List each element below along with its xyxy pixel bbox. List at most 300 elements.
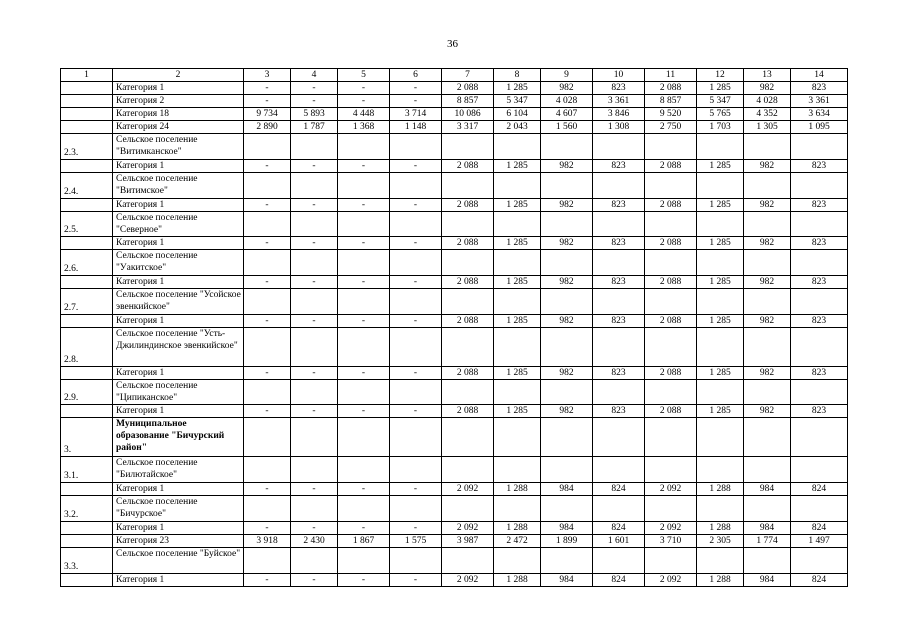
row-name: Сельское поселение "Усть-Джилиндинское эвенкийское" (113, 327, 244, 366)
value-cell: 2 305 (697, 534, 744, 547)
row-number: 2.6. (61, 250, 113, 276)
value-cell (697, 379, 744, 405)
value-cell: 1 285 (494, 159, 541, 172)
value-cell: 3 846 (593, 108, 645, 121)
row-name: Категория 2 (113, 95, 244, 108)
value-cell: 982 (541, 82, 593, 95)
row-number (61, 314, 113, 327)
row-number (61, 95, 113, 108)
value-cell (390, 211, 442, 237)
value-cell (593, 457, 645, 483)
table-row (61, 198, 848, 211)
value-cell: 824 (593, 482, 645, 495)
value-cell: 1 285 (494, 237, 541, 250)
value-cell (291, 457, 338, 483)
row-name: Сельское поселение "Уакитское" (113, 250, 244, 276)
value-cell: - (244, 405, 291, 418)
value-cell (390, 457, 442, 483)
value-cell: - (291, 314, 338, 327)
value-cell: - (338, 521, 390, 534)
value-cell: 2 890 (244, 121, 291, 134)
row-number (61, 366, 113, 379)
value-cell (593, 547, 645, 573)
row-number (61, 405, 113, 418)
value-cell: 1 288 (494, 573, 541, 586)
value-cell: - (338, 405, 390, 418)
value-cell (442, 211, 494, 237)
value-cell: 823 (593, 276, 645, 289)
value-cell: 2 088 (442, 314, 494, 327)
table-row (61, 405, 848, 418)
value-cell: 1 285 (697, 237, 744, 250)
value-cell: 9 734 (244, 108, 291, 121)
value-cell: 10 086 (442, 108, 494, 121)
value-cell: 1 288 (697, 573, 744, 586)
value-cell (593, 289, 645, 315)
page-number: 36 (447, 38, 458, 50)
value-cell: 824 (593, 521, 645, 534)
value-cell: 982 (744, 276, 791, 289)
value-cell (494, 172, 541, 198)
value-cell: 1 148 (390, 121, 442, 134)
value-cell: 2 430 (291, 534, 338, 547)
header-cell: 1 (61, 69, 113, 82)
row-number: 2.9. (61, 379, 113, 405)
value-cell (442, 250, 494, 276)
value-cell (390, 418, 442, 457)
value-cell: 3 361 (791, 95, 848, 108)
value-cell (645, 211, 697, 237)
row-number (61, 159, 113, 172)
value-cell: 2 088 (442, 237, 494, 250)
value-cell (338, 418, 390, 457)
value-cell (390, 327, 442, 366)
value-cell (291, 379, 338, 405)
value-cell (744, 418, 791, 457)
value-cell: 982 (744, 314, 791, 327)
value-cell (593, 250, 645, 276)
table-row (61, 573, 848, 586)
value-cell: 982 (744, 82, 791, 95)
value-cell (791, 418, 848, 457)
row-name: Муниципальное образование "Бичурский район" (113, 418, 244, 457)
value-cell (442, 379, 494, 405)
row-name: Категория 1 (113, 366, 244, 379)
value-cell: 1 867 (338, 534, 390, 547)
value-cell (244, 327, 291, 366)
value-cell (697, 134, 744, 160)
value-cell (541, 418, 593, 457)
value-cell: 2 750 (645, 121, 697, 134)
section-row (61, 457, 848, 483)
value-cell: - (338, 159, 390, 172)
value-cell (791, 211, 848, 237)
value-cell: 984 (744, 521, 791, 534)
value-cell: 2 088 (645, 276, 697, 289)
value-cell: 823 (593, 159, 645, 172)
value-cell: 982 (541, 405, 593, 418)
value-cell (291, 418, 338, 457)
value-cell: - (338, 95, 390, 108)
value-cell: - (291, 95, 338, 108)
value-cell: 3 714 (390, 108, 442, 121)
value-cell: - (244, 159, 291, 172)
value-cell (494, 379, 541, 405)
value-cell (338, 289, 390, 315)
value-cell: 982 (744, 237, 791, 250)
value-cell: 1 285 (494, 405, 541, 418)
value-cell: 2 092 (645, 482, 697, 495)
row-name: Сельское поселение "Усойское эвенкийское" (113, 289, 244, 315)
value-cell (338, 547, 390, 573)
value-cell (697, 457, 744, 483)
row-name: Сельское поселение "Бичурское" (113, 495, 244, 521)
value-cell: 1 703 (697, 121, 744, 134)
row-number: 3.2. (61, 495, 113, 521)
value-cell: - (291, 573, 338, 586)
value-cell: - (291, 482, 338, 495)
value-cell (744, 134, 791, 160)
value-cell (697, 327, 744, 366)
value-cell: 823 (791, 366, 848, 379)
value-cell: 2 088 (645, 405, 697, 418)
value-cell (541, 289, 593, 315)
value-cell: - (338, 482, 390, 495)
value-cell: - (291, 237, 338, 250)
value-cell: - (390, 198, 442, 211)
value-cell (338, 134, 390, 160)
value-cell: - (390, 237, 442, 250)
value-cell (244, 250, 291, 276)
header-cell: 9 (541, 69, 593, 82)
value-cell: 5 347 (494, 95, 541, 108)
value-cell: 1 774 (744, 534, 791, 547)
row-number (61, 482, 113, 495)
value-cell: 2 043 (494, 121, 541, 134)
value-cell: - (291, 366, 338, 379)
value-cell: 2 088 (442, 159, 494, 172)
section-row (61, 379, 848, 405)
value-cell (791, 172, 848, 198)
row-number (61, 121, 113, 134)
value-cell (442, 547, 494, 573)
value-cell (697, 211, 744, 237)
value-cell (744, 327, 791, 366)
value-cell (593, 134, 645, 160)
value-cell: - (244, 314, 291, 327)
value-cell (791, 250, 848, 276)
table-row (61, 366, 848, 379)
value-cell: 2 092 (442, 482, 494, 495)
value-cell (291, 547, 338, 573)
value-cell (541, 211, 593, 237)
value-cell: - (390, 366, 442, 379)
row-name: Сельское поселение "Витимское" (113, 172, 244, 198)
value-cell (338, 327, 390, 366)
value-cell: 4 028 (541, 95, 593, 108)
row-name: Сельское поселение "Витимканское" (113, 134, 244, 160)
value-cell: - (390, 82, 442, 95)
value-cell: 1 899 (541, 534, 593, 547)
value-cell (338, 379, 390, 405)
value-cell: 5 347 (697, 95, 744, 108)
value-cell (291, 134, 338, 160)
value-cell: 1 285 (697, 82, 744, 95)
value-cell: - (390, 573, 442, 586)
value-cell (338, 495, 390, 521)
section-row (61, 327, 848, 366)
row-name: Категория 18 (113, 108, 244, 121)
value-cell: 982 (541, 198, 593, 211)
value-cell (593, 327, 645, 366)
value-cell: - (390, 159, 442, 172)
value-cell (442, 495, 494, 521)
row-number (61, 276, 113, 289)
value-cell: 982 (541, 276, 593, 289)
value-cell: 982 (541, 237, 593, 250)
value-cell (645, 379, 697, 405)
row-number: 2.7. (61, 289, 113, 315)
value-cell: 3 987 (442, 534, 494, 547)
table-row (61, 237, 848, 250)
value-cell: - (291, 82, 338, 95)
value-cell: 1 308 (593, 121, 645, 134)
row-number (61, 521, 113, 534)
value-cell (390, 495, 442, 521)
value-cell: 823 (791, 198, 848, 211)
value-cell (442, 457, 494, 483)
value-cell: - (390, 276, 442, 289)
value-cell (744, 547, 791, 573)
value-cell: - (291, 405, 338, 418)
value-cell (744, 495, 791, 521)
value-cell: 984 (541, 521, 593, 534)
header-cell: 11 (645, 69, 697, 82)
value-cell: 6 104 (494, 108, 541, 121)
value-cell (541, 172, 593, 198)
value-cell: 2 088 (645, 159, 697, 172)
value-cell (744, 289, 791, 315)
value-cell (338, 211, 390, 237)
value-cell (291, 289, 338, 315)
value-cell: 4 448 (338, 108, 390, 121)
table-row (61, 95, 848, 108)
value-cell (593, 379, 645, 405)
value-cell (244, 495, 291, 521)
value-cell (338, 250, 390, 276)
value-cell (645, 289, 697, 315)
value-cell (744, 250, 791, 276)
value-cell: 4 028 (744, 95, 791, 108)
value-cell (791, 134, 848, 160)
row-number (61, 237, 113, 250)
value-cell: 982 (541, 314, 593, 327)
value-cell: - (390, 482, 442, 495)
value-cell: 3 634 (791, 108, 848, 121)
value-cell: 823 (593, 82, 645, 95)
value-cell: 1 601 (593, 534, 645, 547)
table-row (61, 482, 848, 495)
value-cell: 823 (593, 366, 645, 379)
value-cell: 1 497 (791, 534, 848, 547)
row-name: Категория 1 (113, 237, 244, 250)
value-cell (442, 327, 494, 366)
row-name: Категория 1 (113, 159, 244, 172)
row-number (61, 534, 113, 547)
value-cell (244, 457, 291, 483)
value-cell: 2 088 (645, 366, 697, 379)
value-cell: 1 285 (697, 314, 744, 327)
value-cell (697, 250, 744, 276)
value-cell: 1 787 (291, 121, 338, 134)
value-cell: 823 (593, 314, 645, 327)
value-cell: 1 560 (541, 121, 593, 134)
value-cell (541, 379, 593, 405)
value-cell: 984 (744, 573, 791, 586)
section-row (61, 172, 848, 198)
value-cell: 1 285 (494, 366, 541, 379)
row-name: Категория 24 (113, 121, 244, 134)
value-cell (390, 547, 442, 573)
value-cell (645, 547, 697, 573)
row-number: 2.4. (61, 172, 113, 198)
value-cell: 1 285 (697, 276, 744, 289)
row-name: Сельское поселение "Ципиканское" (113, 379, 244, 405)
section-row (61, 289, 848, 315)
value-cell (494, 211, 541, 237)
value-cell: 823 (791, 405, 848, 418)
value-cell: - (244, 573, 291, 586)
row-name: Сельское поселение "Северное" (113, 211, 244, 237)
value-cell (593, 172, 645, 198)
value-cell: 982 (541, 366, 593, 379)
header-cell: 7 (442, 69, 494, 82)
value-cell: 1 285 (494, 82, 541, 95)
value-cell: 5 765 (697, 108, 744, 121)
header-cell: 4 (291, 69, 338, 82)
value-cell (244, 418, 291, 457)
header-cell: 8 (494, 69, 541, 82)
row-name: Категория 1 (113, 314, 244, 327)
value-cell: 823 (791, 237, 848, 250)
value-cell (791, 327, 848, 366)
value-cell: 4 607 (541, 108, 593, 121)
value-cell (390, 172, 442, 198)
value-cell (645, 327, 697, 366)
value-cell (697, 172, 744, 198)
header-cell: 2 (113, 69, 244, 82)
row-name: Сельское поселение "Буйское" (113, 547, 244, 573)
value-cell (244, 547, 291, 573)
row-number (61, 198, 113, 211)
value-cell: 1 288 (697, 521, 744, 534)
value-cell (338, 172, 390, 198)
value-cell (791, 457, 848, 483)
value-cell: 824 (593, 573, 645, 586)
value-cell: 3 361 (593, 95, 645, 108)
value-cell: 982 (744, 405, 791, 418)
value-cell (744, 457, 791, 483)
table-row (61, 276, 848, 289)
value-cell: 2 088 (645, 198, 697, 211)
value-cell: - (338, 198, 390, 211)
value-cell: - (244, 276, 291, 289)
value-cell (697, 547, 744, 573)
value-cell: 2 092 (442, 573, 494, 586)
row-number: 2.8. (61, 327, 113, 366)
value-cell (442, 134, 494, 160)
value-cell (291, 250, 338, 276)
value-cell (645, 250, 697, 276)
value-cell (791, 289, 848, 315)
value-cell: 823 (791, 82, 848, 95)
row-name: Категория 1 (113, 573, 244, 586)
value-cell (697, 495, 744, 521)
section-row (61, 418, 848, 457)
value-cell (697, 418, 744, 457)
row-name: Категория 23 (113, 534, 244, 547)
value-cell (541, 495, 593, 521)
value-cell (442, 289, 494, 315)
row-name: Категория 1 (113, 482, 244, 495)
value-cell: 982 (744, 159, 791, 172)
value-cell: - (291, 198, 338, 211)
value-cell: 823 (791, 159, 848, 172)
value-cell: - (338, 82, 390, 95)
header-cell: 13 (744, 69, 791, 82)
table-row (61, 159, 848, 172)
section-row (61, 211, 848, 237)
value-cell: 984 (541, 482, 593, 495)
value-cell: 823 (593, 237, 645, 250)
value-cell (494, 327, 541, 366)
value-cell: 3 317 (442, 121, 494, 134)
header-cell: 3 (244, 69, 291, 82)
value-cell: 1 575 (390, 534, 442, 547)
value-cell (494, 457, 541, 483)
row-name: Сельское поселение "Билютайское" (113, 457, 244, 483)
value-cell (744, 172, 791, 198)
value-cell: 1 288 (697, 482, 744, 495)
value-cell: 982 (744, 366, 791, 379)
value-cell: 2 088 (442, 366, 494, 379)
tariff-table (60, 68, 848, 587)
section-row (61, 547, 848, 573)
value-cell (244, 379, 291, 405)
value-cell (442, 172, 494, 198)
row-number: 2.3. (61, 134, 113, 160)
value-cell: 1 288 (494, 521, 541, 534)
value-cell: - (244, 521, 291, 534)
value-cell: 2 088 (442, 198, 494, 211)
value-cell: - (338, 366, 390, 379)
value-cell (645, 134, 697, 160)
value-cell (541, 250, 593, 276)
value-cell: - (338, 276, 390, 289)
value-cell (541, 134, 593, 160)
value-cell: 1 288 (494, 482, 541, 495)
value-cell: - (291, 159, 338, 172)
value-cell: 1 368 (338, 121, 390, 134)
value-cell (494, 134, 541, 160)
value-cell: 2 092 (645, 521, 697, 534)
value-cell: - (291, 276, 338, 289)
row-number: 3. (61, 418, 113, 457)
value-cell (442, 418, 494, 457)
value-cell: 4 352 (744, 108, 791, 121)
value-cell: - (244, 82, 291, 95)
value-cell (494, 250, 541, 276)
